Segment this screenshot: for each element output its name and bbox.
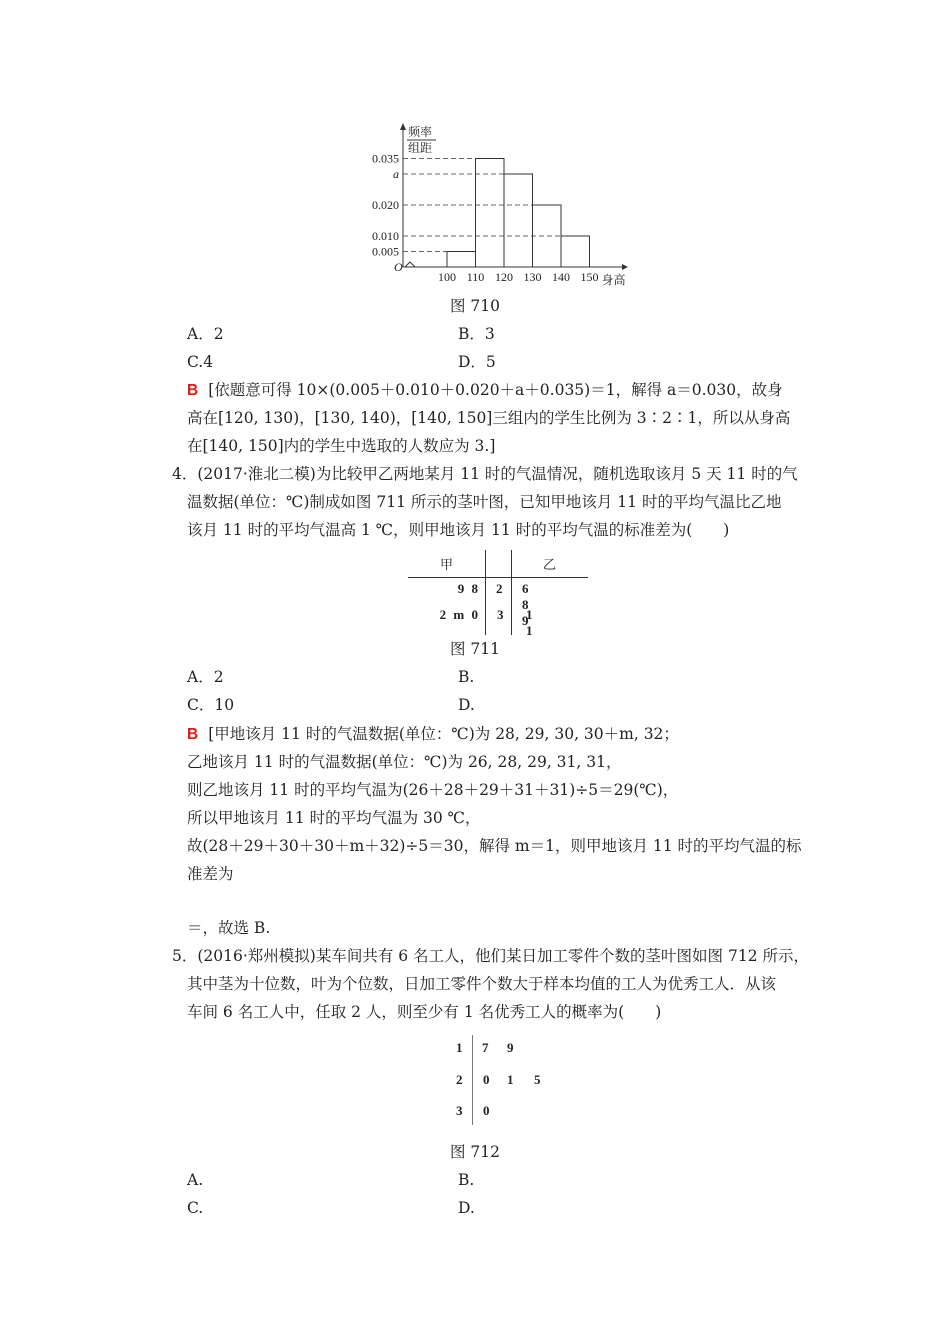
y-tick-label: 0.020 [372,198,399,212]
row2-stem: 3 [497,607,504,622]
axis-break-icon [405,262,415,267]
y-axis-label-bottom: 组距 [408,141,433,155]
origin-label: O [394,260,403,274]
q3-explanation-line-1 [187,380,783,401]
histogram-bar [561,236,590,267]
row2-right-leaves: 1 1 [526,607,533,638]
table-divider-right [511,550,512,635]
q3-option-d: D．5 [458,353,496,371]
y-tick-label: 0.005 [372,244,399,259]
x-axis-arrow-icon [622,264,628,270]
leaf: 0 [483,1103,490,1118]
q4-explanation-line-1 [187,724,679,745]
table-head-yi: 乙 [543,557,557,572]
row1-stem: 2 [496,581,503,596]
y-tick-label: a [393,167,399,181]
q5-option-a: A. [187,1171,204,1189]
q4-option-b: B. [458,668,475,686]
q4-explanation-line-2: 乙地该月 11 时的气温数据(单位：℃)为 26, 28, 29, 31, 31， [187,753,622,771]
row1-left-leaves: 9 8 [457,581,478,596]
q4-stem-line-1: 4．(2017·淮北二模)为比较甲乙两地某月 11 时的气温情况，随机选取该月 5 天 11 时的气 [172,465,798,483]
figure-711-caption: 图 711 [449,640,500,658]
q3-answer: B [187,382,199,399]
leaf: 1 [507,1072,514,1087]
leaf: 0 [483,1072,490,1087]
q3-expl-text: [依题意可得 10×(0.005＋0.010＋0.020＋a＋0.035)＝1，解得 a＝0.030，故身 [208,381,783,399]
q5-option-d: D. [458,1199,475,1217]
row1-right-leaves: 6 8 9 [522,581,529,628]
q3-explanation-line-3: 在[140, 150]内的学生中选取的人数应为 3.] [187,437,496,455]
q4-option-a: A．2 [187,668,224,686]
q5-stem-line-2: 其中茎为十位数，叶为个位数，日加工零件个数大于样本均值的工人为优秀工人．从该 [187,975,777,993]
y-tick-label: 0.035 [372,151,399,166]
q3-option-a: A．2 [187,325,224,343]
x-tick-label: 120 [495,270,513,284]
x-tick-label: 150 [580,270,599,284]
q4-expl-text: [甲地该月 11 时的气温数据(单位：℃)为 28, 29, 30, 30＋m, 32； [208,725,679,743]
q4-stem-line-3: 该月 11 时的平均气温高 1 ℃，则甲地该月 11 时的平均气温的标准差为( ) [187,521,730,539]
y-axis-label-top: 频率 [408,125,433,139]
q4-stem-line-2: 温数据(单位：℃)制成如图 711 所示的茎叶图，已知甲地该月 11 时的平均气温比乙地 [187,493,782,511]
q5-stem-line-3: 车间 6 名工人中，任取 2 人，则至少有 1 名优秀工人的概率为( ) [187,1003,662,1021]
q5-stem-line-1: 5．(2016·郑州模拟)某车间共有 6 名工人，他们某日加工零件个数的茎叶图如图 712 所示， [172,947,809,965]
histogram-bar [504,174,533,267]
histogram-bar [447,252,476,268]
leaf: 5 [534,1072,541,1087]
y-tick-label: 0.010 [372,229,399,243]
x-tick-label: 100 [438,270,456,284]
q4-explanation-line-6: 准差为 [187,865,234,883]
stem-divider [472,1035,473,1125]
row2-stem: 2 [456,1072,463,1087]
q4-explanation-line-7: ＝，故选 B. [187,919,271,937]
figure-712-caption: 图 712 [449,1143,500,1161]
histogram-bar [476,159,505,268]
row2-left-leaves: 2 m 0 [439,607,478,622]
q5-option-c: C. [187,1199,204,1217]
q4-explanation-line-3: 则乙地该月 11 时的平均气温为(26＋28＋29＋31＋31)÷5＝29(℃)， [187,781,679,799]
q4-option-c: C．10 [187,696,235,714]
q3-explanation-line-2: 高在[120, 130)，[130, 140)，[140, 150]三组内的学生比例为 3∶2∶1，所以从身高 [187,409,791,427]
x-tick-label: 110 [466,270,485,284]
q3-option-b: B．3 [458,325,495,343]
q3-option-c: C.4 [187,353,214,371]
q4-explanation-line-5: 故(28＋29＋30＋30＋m＋32)÷5＝30，解得 m＝1，则甲地该月 11 时的平均气温的标 [187,837,802,855]
table-header-rule [408,577,588,578]
q5-option-b: B. [458,1171,475,1189]
row1-stem: 1 [456,1040,463,1055]
row3-stem: 3 [456,1103,463,1118]
leaf: 9 [507,1040,514,1055]
q4-option-d: D. [458,696,475,714]
q4-answer: B [187,726,199,743]
leaf: 7 [482,1040,489,1055]
table-head-jia: 甲 [440,557,454,572]
q4-explanation-line-4: 所以甲地该月 11 时的平均气温为 30 ℃， [187,809,481,827]
histogram-figure-710 [360,118,660,293]
x-tick-label: 130 [523,270,542,284]
y-axis-arrow-icon [400,123,406,130]
table-divider-left [485,550,486,635]
x-tick-label: 140 [552,270,570,284]
x-axis-label: 身高 [601,273,626,287]
figure-710-caption: 图 710 [449,297,500,315]
